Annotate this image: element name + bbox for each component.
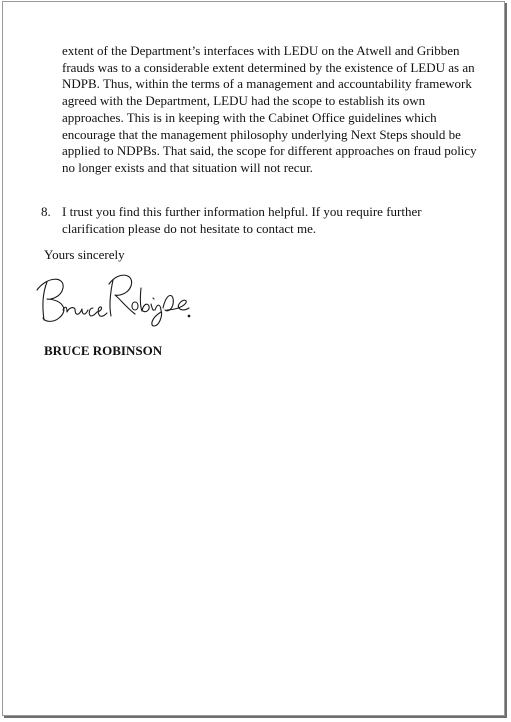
letter-page <box>2 1 505 716</box>
paragraph-7-continuation: extent of the Department’s interfaces with LEDU on the Atwell and Gribben frauds was to a considerable extent determined by the existence of LEDU as an NDPB. Thus, within the terms of a management and accountability framework agreed with the Department, LEDU had the scope to establish its own approaches. This is in keeping with the Cabinet Office guidelines which encourage that the management philosophy underlying Next Steps should be applied to NDPBs. That said, the scope for different approaches on fraud policy no longer exists and that situation will not recur. <box>62 43 477 175</box>
handwritten-signature <box>33 268 203 330</box>
signer-name: BRUCE ROBINSON <box>44 343 163 358</box>
paragraph-number: 8. <box>41 204 51 219</box>
closing-salutation: Yours sincerely <box>44 247 125 262</box>
paragraph-8 <box>41 204 483 237</box>
paragraph-text: I trust you find this further information helpful. If you require further clarification please do not hesitate to contact me. <box>62 204 422 236</box>
